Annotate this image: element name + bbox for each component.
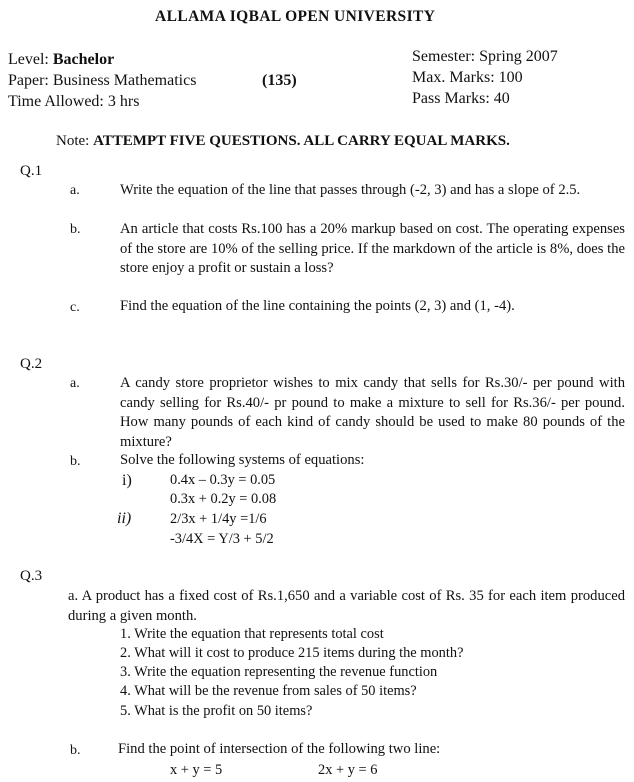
- q2-b-letter: b.: [70, 454, 81, 469]
- paper-line: Paper: Business Mathematics: [8, 72, 197, 89]
- q3-b-eq1: x + y = 5: [170, 762, 223, 778]
- q3-list-item-2: 2. What will it cost to produce 215 items during the month?: [120, 645, 464, 661]
- q2-a-letter: a.: [70, 376, 80, 391]
- level-value: Bachelor: [52, 51, 115, 68]
- note-text: ATTEMPT FIVE QUESTIONS. ALL CARRY EQUAL MARKS.: [93, 133, 510, 149]
- q1-number: Q.1: [20, 163, 43, 179]
- q1-a-letter: a.: [70, 183, 80, 198]
- max-marks: Max. Marks: 100: [412, 69, 523, 86]
- q1-b-letter: b.: [70, 222, 81, 237]
- time-allowed: Time Allowed: 3 hrs: [8, 93, 140, 110]
- q3-b-eq2: 2x + y = 6: [318, 762, 378, 778]
- university-title: ALLAMA IQBAL OPEN UNIVERSITY: [155, 8, 436, 25]
- q2-b-i-eq2: 0.3x + 0.2y = 0.08: [170, 491, 277, 507]
- q1-a-text: Write the equation of the line that passes through (-2, 3) and has a slope of 2.5.: [120, 182, 581, 198]
- q2-b-ii-label: ii): [117, 510, 132, 527]
- q1-b-text: An article that costs Rs.100 has a 20% markup based on cost. The operating expenses of the store are 10% of the selling price. If the markdown of the article is 8%, does the store enjoy a profit or sustain a loss?: [120, 221, 625, 276]
- q3-a-text-content: a. A product has a fixed cost of Rs.1,650 and a variable cost of Rs. 35 for each item produced during a given month.: [68, 588, 625, 624]
- q3-b-letter: b.: [70, 743, 81, 758]
- q2-b-i-label: i): [122, 472, 132, 489]
- level-line: [8, 51, 114, 69]
- q2-b-i-eq1: 0.4x – 0.3y = 0.05: [170, 472, 276, 488]
- q1-c-text: Find the equation of the line containing the points (2, 3) and (1, -4).: [120, 298, 515, 314]
- level-label: Level:: [8, 51, 49, 68]
- q3-list-item-3: 3. Write the equation representing the revenue function: [120, 664, 438, 680]
- pass-marks: Pass Marks: 40: [412, 90, 510, 107]
- q1-c-letter: c.: [70, 300, 80, 315]
- q2-b-text: Solve the following systems of equations:: [120, 452, 365, 468]
- q2-b-ii-eq1: 2/3x + 1/4y =1/6: [170, 511, 267, 527]
- q3-list-item-5: 5. What is the profit on 50 items?: [120, 703, 313, 719]
- note-line: [56, 133, 510, 150]
- q2-number: Q.2: [20, 356, 43, 372]
- semester: Semester: Spring 2007: [412, 48, 558, 65]
- q3-b-text: Find the point of intersection of the following two line:: [118, 741, 441, 757]
- q2-a-text: A candy store proprietor wishes to mix candy that sells for Rs.30/- per pound with candy selling for Rs.40/- pr pound to make a mixture to sell for Rs.36/- per pound. How many pounds of each kind of candy should be used to make 80 pounds of the mixture?: [120, 375, 625, 450]
- q3-list-item-1: 1. Write the equation that represents total cost: [120, 626, 384, 642]
- q3-number: Q.3: [20, 568, 43, 584]
- q3-list-item-4: 4. What will be the revenue from sales of 50 items?: [120, 683, 417, 699]
- q2-b-ii-eq2: -3/4X = Y/3 + 5/2: [170, 531, 274, 547]
- note-label: Note:: [56, 133, 90, 149]
- q3-a-text: [68, 587, 625, 626]
- paper-code: (135): [262, 72, 297, 89]
